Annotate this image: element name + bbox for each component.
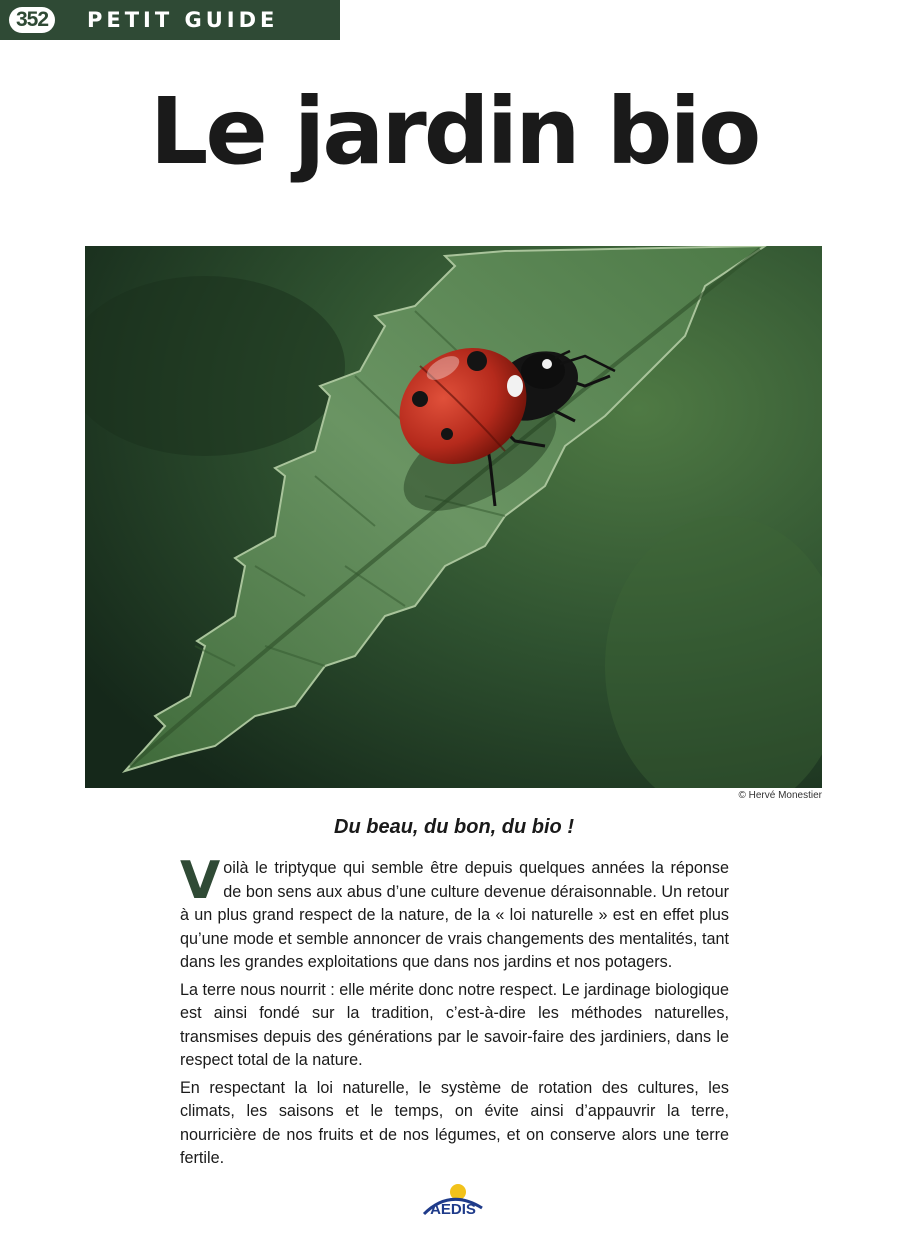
ladybug-illustration [85, 246, 822, 788]
body-text [180, 851, 729, 1175]
photo-credit: © Hervé Monestier [738, 790, 822, 801]
guide-number-badge: 352 [9, 7, 55, 33]
sun-icon [450, 1184, 466, 1200]
series-banner [0, 0, 340, 40]
publisher-logo [420, 1178, 486, 1218]
paragraph-1-text: oilà le triptyque qui semble être depuis quelques années la réponse de bon sens aux abus d’une culture devenue déraisonnable. Un retour à un plus grand respect de la nature, de la « loi naturelle » est en effet plus qu’une mode et semble annoncer de vrais changements des mentalités, tant dans les grandes exploitations que dans nos jardins et nos potagers. [180, 859, 729, 971]
subtitle: Du beau, du bon, du bio ! [334, 816, 574, 838]
ladybug-photo [85, 246, 822, 788]
paragraph-3: En respectant la loi naturelle, le système de rotation des cultures, les climats, les saisons et le temps, on évite ainsi d’appauvrir la terre, nourricière de nos fruits et de nos légumes, et on conserve alors une terre fertile. [180, 1078, 729, 1167]
series-label: PETIT GUIDE [87, 8, 279, 32]
drop-cap: V [180, 851, 221, 911]
paragraph-2: La terre nous nourrit : elle mérite donc notre respect. Le jardinage biologique est ainsi fondé sur la tradition, c’est-à-dire les méthodes naturelles, transmises depuis des générations par le savoir-faire des jardiniers, dans le respect total de la nature. [180, 980, 729, 1069]
publisher-logo-text: AEDIS [430, 1201, 476, 1218]
paragraph-1 [180, 851, 729, 975]
page-title: Le jardin bio [149, 78, 759, 185]
